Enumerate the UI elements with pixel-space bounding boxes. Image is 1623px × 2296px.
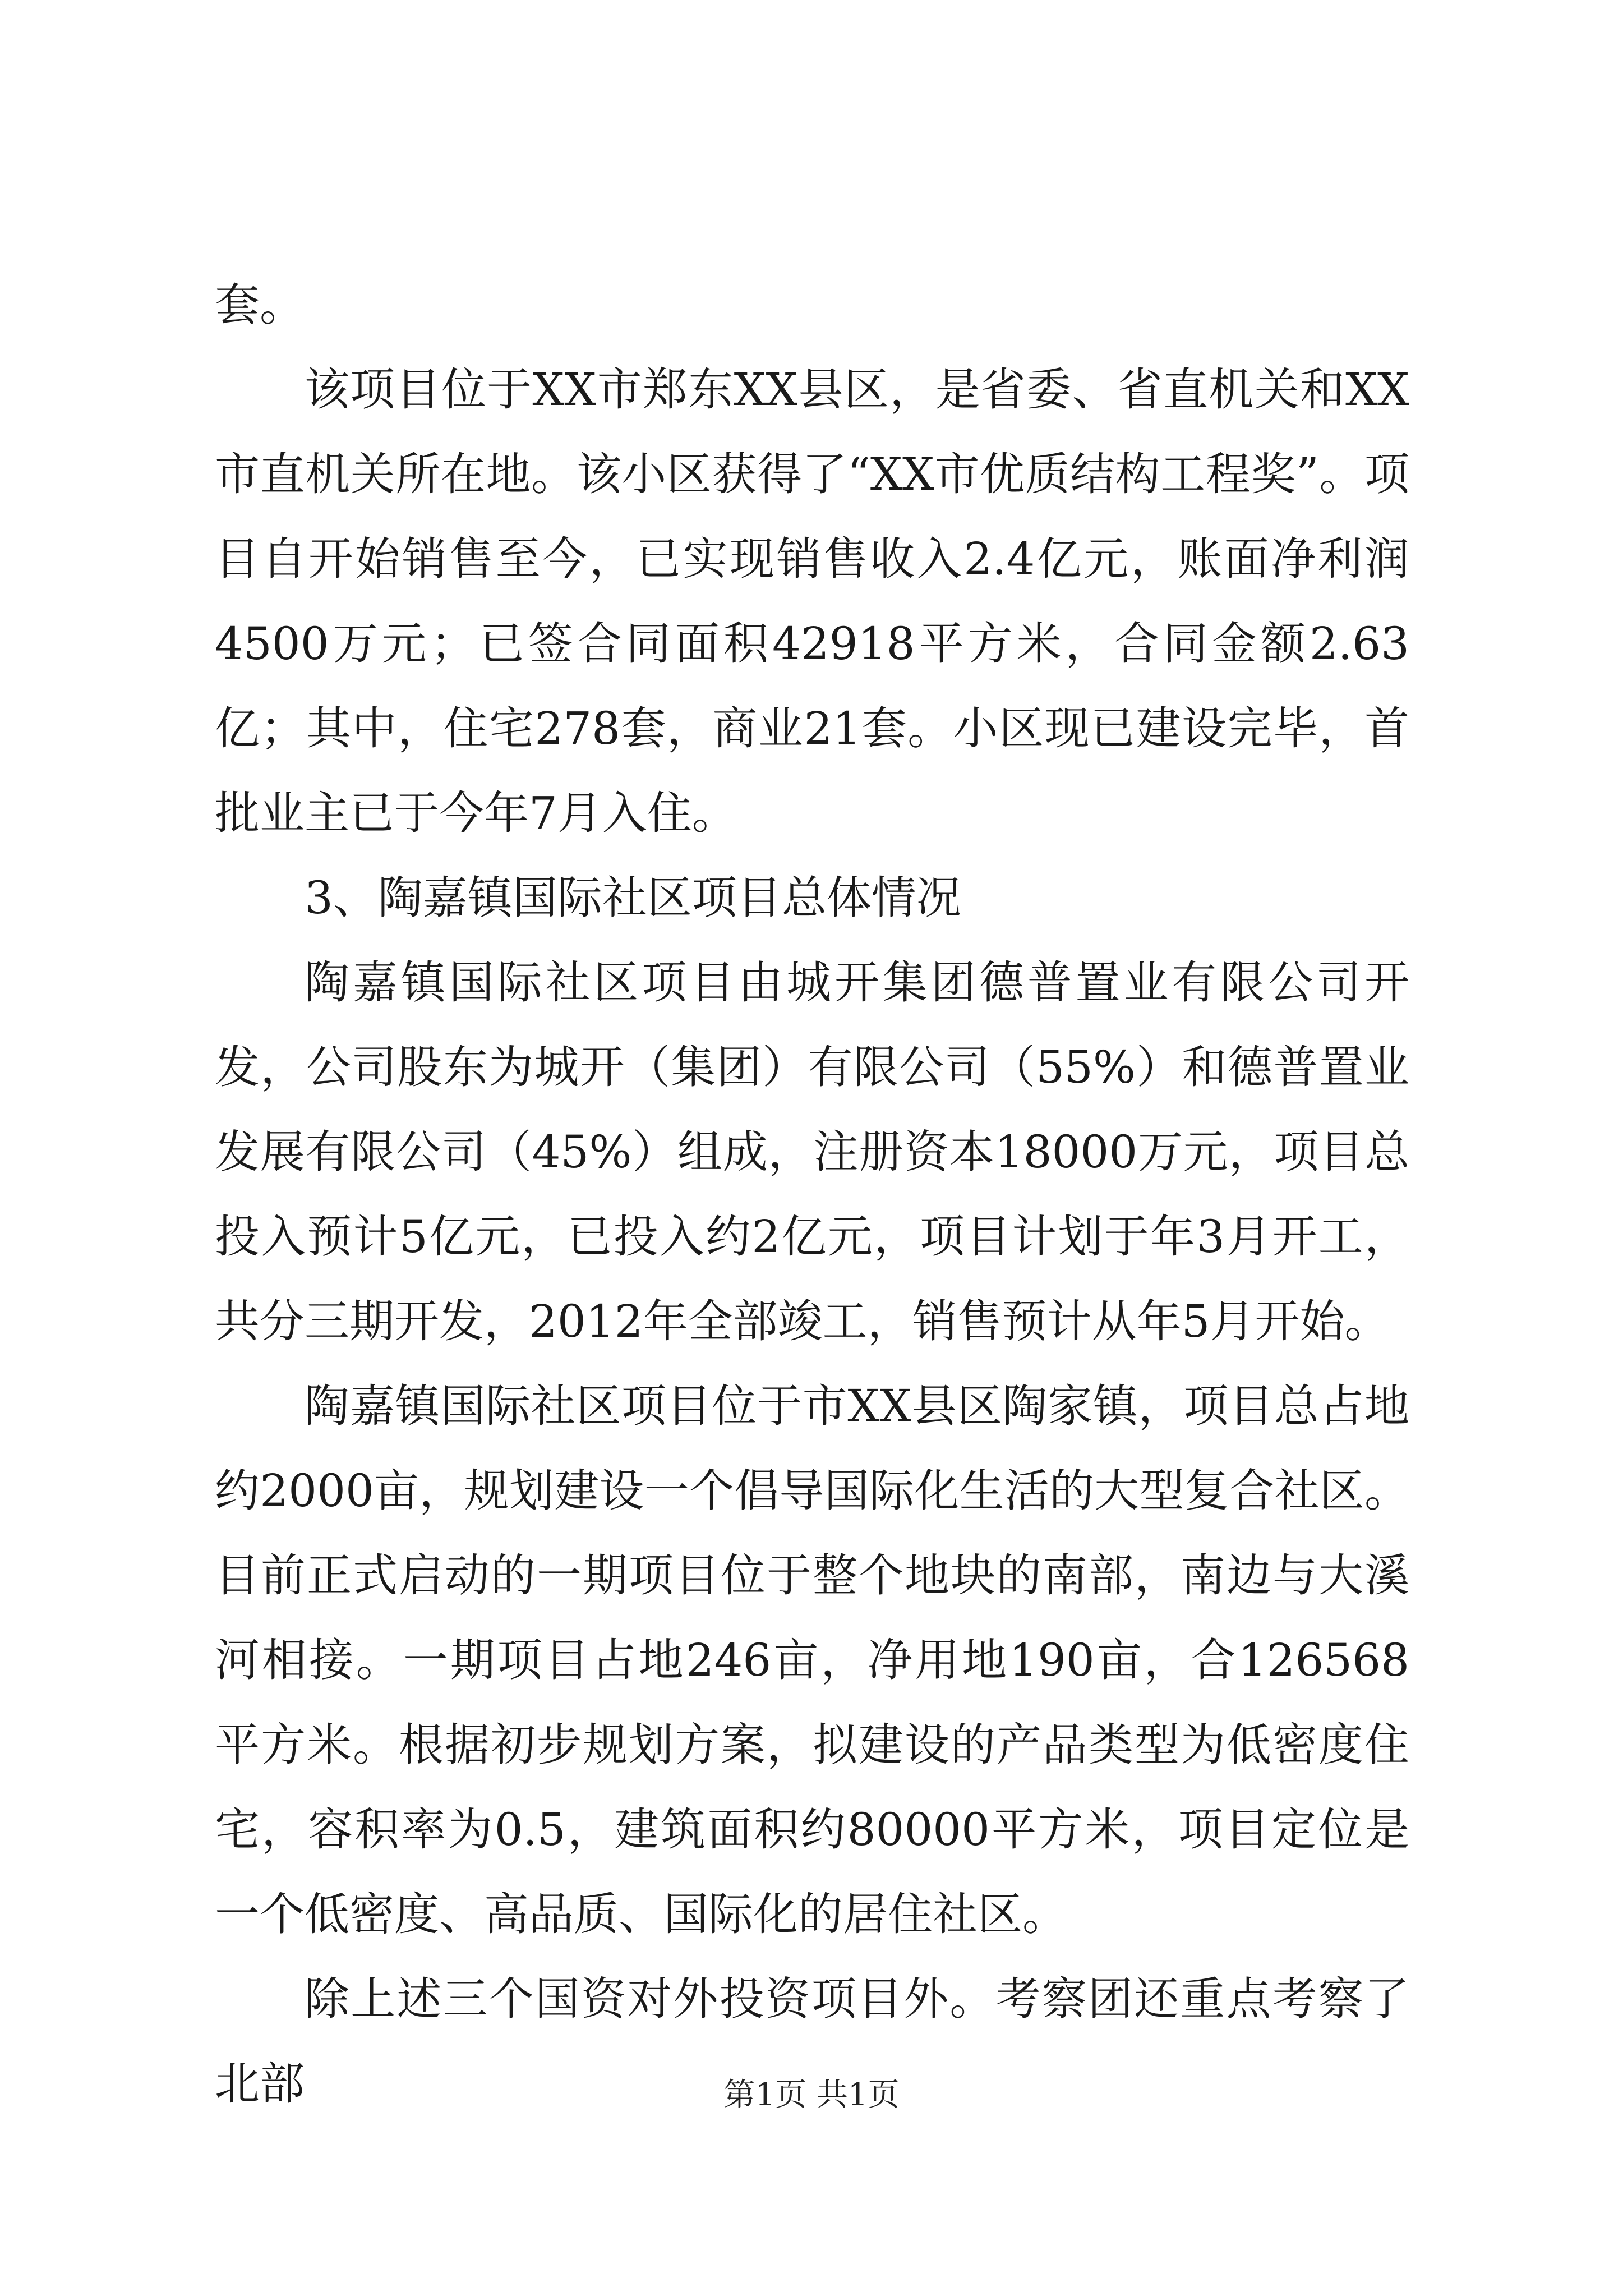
page-number-footer: 第1页 共1页 (723, 2077, 900, 2113)
section-heading: 3、陶嘉镇国际社区项目总体情况 (305, 872, 961, 924)
paragraph-project-overview: 陶嘉镇国际社区项目由城开集团德普置业有限公司开发，公司股东为城开（集团）有限公司（55%）和德普置业发展有限公司（45%）组成，注册资本18000万元，项目总投入预计5亿元，已投入约2亿元，项目计划于年3月开工，共分三期开发，2012年全部竣工，销售预计从年5月开始。 (215, 956, 1409, 1347)
document-body (215, 263, 1409, 2126)
paragraph-project-site: 陶嘉镇国际社区项目位于市XX县区陶家镇，项目总占地约2000亩，规划建设一个倡导国际化生活的大型复合社区。目前正式启动的一期项目位于整个地块的南部，南边与大溪河相接。一期项目占地246亩，净用地190亩，合126568平方米。根据初步规划方案，拟建设的产品类型为低密度住宅，容积率为0.5，建筑面积约80000平方米，项目定位是一个低密度、高品质、国际化的居住社区。 (215, 1380, 1409, 1940)
paragraph-project-location: 该项目位于XX市郑东XX县区，是省委、省直机关和XX市直机关所在地。该小区获得了“XX市优质结构工程奖”。项目自开始销售至今，已实现销售收入2.4亿元，账面净利润4500万元；已签合同面积42918平方米，合同金额2.63亿；其中，住宅278套，商业21套。小区现已建设完毕，首批业主已于今年7月入住。 (215, 364, 1409, 839)
paragraph-closing: 除上述三个国资对外投资项目外。考察团还重点考察了北部 (215, 1973, 1409, 2110)
paragraph-continuation: 套。 (215, 279, 305, 331)
